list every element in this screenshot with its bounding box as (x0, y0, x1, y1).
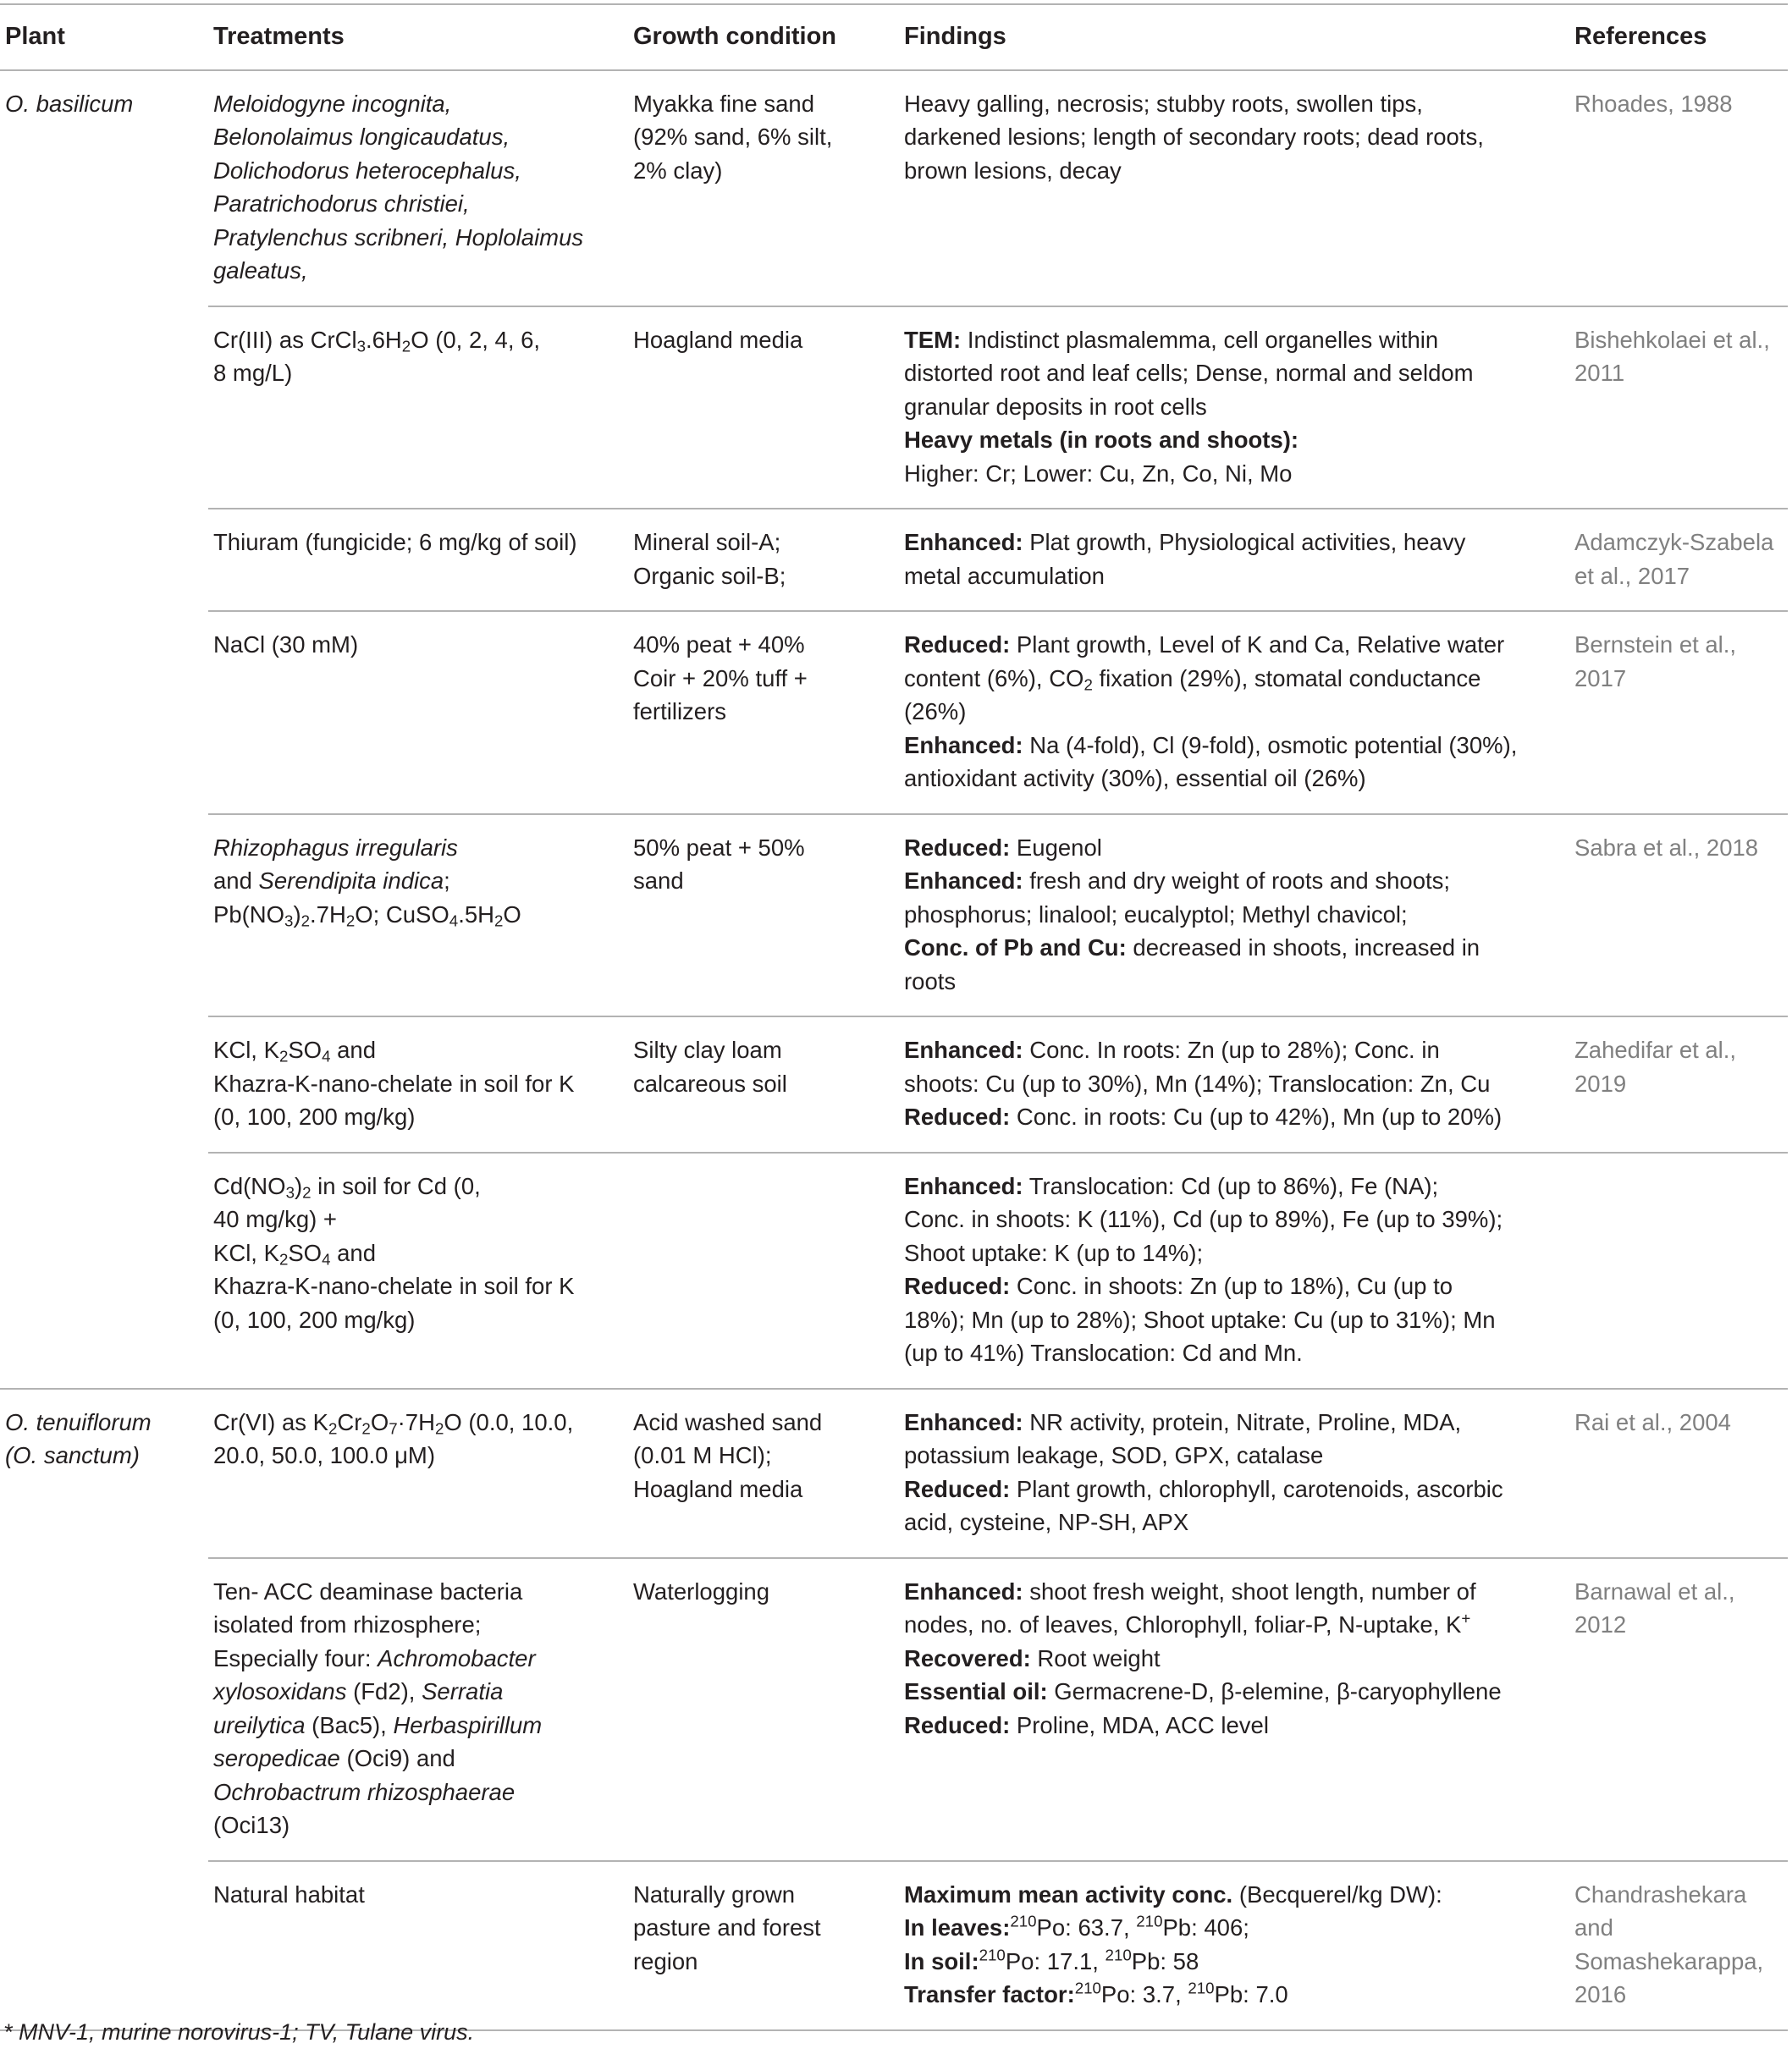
treatment-cell: Cr(VI) as $K_2Cr_2O_7\cdot 7H_2O$ (0.0, 10.0, 20.0, 50.0, 100.0 μM) (208, 1389, 628, 1558)
table-row (0, 1153, 1788, 1389)
reference-cell: Bernstein et al., 2017 (1569, 611, 1788, 814)
findings-cell: Enhanced: Conc. In roots: Zn (up to 28%); Conc. in shoots: Cu (up to 30%), Mn (14%); Translocation: Zn, Cu Reduced: Conc. in roots: Cu (up to 42%), Mn (up to 20%) (899, 1016, 1569, 1153)
findings-cell: Reduced: Eugenol Enhanced: fresh and dry weight of roots and shoots; phosphorus; linalool; eucalyptol; Methyl chavicol; Conc. of Pb and Cu: decreased in shoots, increased in roots (899, 814, 1569, 1017)
header-growth-condition: Growth condition (628, 4, 899, 70)
header-row (0, 4, 1788, 70)
findings-cell: TEM: Indistinct plasmalemma, cell organelles within distorted root and leaf cells; Dense, normal and seldom granular deposits in root cells Heavy metals (in roots and shoots): Higher: Cr; Lower: Cu, Zn, Co, Ni, Mo (899, 306, 1569, 509)
findings-cell: Reduced: Plant growth, Level of K and Ca, Relative water content (6%), $CO_2$ fixation (29%), stomatal conductance (26%) Enhanced: Na (4-fold), Cl (9-fold), osmotic potential (30%), antioxidant activity (30%), essential oil (26%) (899, 611, 1569, 814)
reference-cell: Rhoades, 1988 (1569, 70, 1788, 306)
treatment-cell: Ten- ACC deaminase bacteria isolated from rhizosphere; Especially four: Achromobacter xylosoxidans (Fd2), Serratia ureilytica (Bac5), Herbaspirillum seropedicae (Oci9) and Ochrobactrum rhizosphaerae (Oci13) (208, 1558, 628, 1861)
table-row (0, 1016, 1788, 1153)
growth-cell: Waterlogging (628, 1558, 899, 1861)
reference-cell: Adamczyk-Szabela et al., 2017 (1569, 509, 1788, 611)
growth-cell: 40% peat + 40% Coir + 20% tuff + fertilizers (628, 611, 899, 814)
treatment-cell: Natural habitat (208, 1861, 628, 2030)
growth-cell: Hoagland media (628, 306, 899, 509)
header-references: References (1569, 4, 1788, 70)
treatment-cell: Cr(III) as $CrCl_3.6H_2O$ (0, 2, 4, 6, 8 mg/L) (208, 306, 628, 509)
table-row (0, 70, 1788, 306)
treatment-cell: KCl, $K_2SO_4$ and Khazra-K-nano-chelate in soil for K (0, 100, 200 mg/kg) (208, 1016, 628, 1153)
footnote: * MNV-1, murine norovirus-1; TV, Tulane virus. (3, 2019, 475, 2045)
reference-cell: Sabra et al., 2018 (1569, 814, 1788, 1017)
table-row (0, 611, 1788, 814)
header-treatments: Treatments (208, 4, 628, 70)
treatment-cell: Rhizophagus irregularis and Serendipita indica; $Pb(NO_3)_2.7H_2O$; $CuSO_4.5H_2O$ (208, 814, 628, 1017)
growth-cell: 50% peat + 50% sand (628, 814, 899, 1017)
table-row (0, 814, 1788, 1017)
findings-cell: Enhanced: Plat growth, Physiological activities, heavy metal accumulation (899, 509, 1569, 611)
plant-cell: O. tenuiflorum (O. sanctum) (0, 1389, 208, 2030)
plant-name: O. tenuiflorum (5, 1408, 152, 1435)
reference-cell: Zahedifar et al., 2019 (1569, 1016, 1788, 1153)
reference-cell: Rai et al., 2004 (1569, 1389, 1788, 1558)
data-table (0, 3, 1788, 2031)
findings-cell: Enhanced: Translocation: Cd (up to 86%), Fe (NA); Conc. in shoots: K (11%), Cd (up to 89%), Fe (up to 39%); Shoot uptake: K (up to 14%); Reduced: Conc. in shoots: Zn (up to 18%), Cu (up to 18%); Mn (up to 28%); Shoot uptake: Cu (up to 31%); Mn (up to 41%) Translocation: Cd and Mn. (899, 1153, 1569, 1389)
growth-cell: Silty clay loam calcareous soil (628, 1016, 899, 1153)
growth-cell (628, 1153, 899, 1389)
growth-cell: Myakka fine sand (92% sand, 6% silt, 2% clay) (628, 70, 899, 306)
findings-cell: Enhanced: NR activity, protein, Nitrate, Proline, MDA, potassium leakage, SOD, GPX, catalase Reduced: Plant growth, chlorophyll, carotenoids, ascorbic acid, cysteine, NP-SH, APX (899, 1389, 1569, 1558)
treatment-cell: Thiuram (fungicide; 6 mg/kg of soil) (208, 509, 628, 611)
treatment-cell: NaCl (30 mM) (208, 611, 628, 814)
table-row (0, 1861, 1788, 2030)
findings-cell: Maximum mean activity conc. (Becquerel/kg DW): In leaves:$^{210}$Po: 63.7, $^{210}$Pb: 406; In soil:$^{210}$Po: 17.1, $^{210}$Pb: 58 Transfer factor:$^{210}$Po: 3.7, $^{210}$Pb: 7.0 (899, 1861, 1569, 2030)
table-row (0, 306, 1788, 509)
table-row (0, 1389, 1788, 1558)
table-row (0, 509, 1788, 611)
reference-cell: Bishehkolaei et al., 2011 (1569, 306, 1788, 509)
treatment-cell: $Cd(NO_3)_2$ in soil for Cd (0, 40 mg/kg) + KCl, $K_2SO_4$ and Khazra-K-nano-chelate in soil for K (0, 100, 200 mg/kg) (208, 1153, 628, 1389)
growth-cell: Mineral soil-A; Organic soil-B; (628, 509, 899, 611)
treatment-cell: Meloidogyne incognita, Belonolaimus longicaudatus, Dolichodorus heterocephalus, Paratrichodorus christiei, Pratylenchus scribneri, Hoplolaimus galeatus, (208, 70, 628, 306)
findings-cell: Heavy galling, necrosis; stubby roots, swollen tips, darkened lesions; length of secondary roots; dead roots, brown lesions, decay (899, 70, 1569, 306)
reference-cell: Chandrashekara and Somashekarappa, 2016 (1569, 1861, 1788, 2030)
header-plant: Plant (0, 4, 208, 70)
table-row (0, 1558, 1788, 1861)
plant-cell (0, 70, 208, 1389)
plant-name: O. basilicum (5, 90, 134, 117)
growth-cell: Naturally grown pasture and forest region (628, 1861, 899, 2030)
growth-cell: Acid washed sand (0.01 M HCl); Hoagland media (628, 1389, 899, 1558)
findings-cell: Enhanced: shoot fresh weight, shoot length, number of nodes, no. of leaves, Chlorophyll, foliar-P, N-uptake, K+ Recovered: Root weight Essential oil: Germacrene-D, β-elemine, β-caryophyllene Reduced: Proline, MDA, ACC level (899, 1558, 1569, 1861)
reference-cell: Barnawal et al., 2012 (1569, 1558, 1788, 1861)
header-findings: Findings (899, 4, 1569, 70)
reference-cell (1569, 1153, 1788, 1389)
